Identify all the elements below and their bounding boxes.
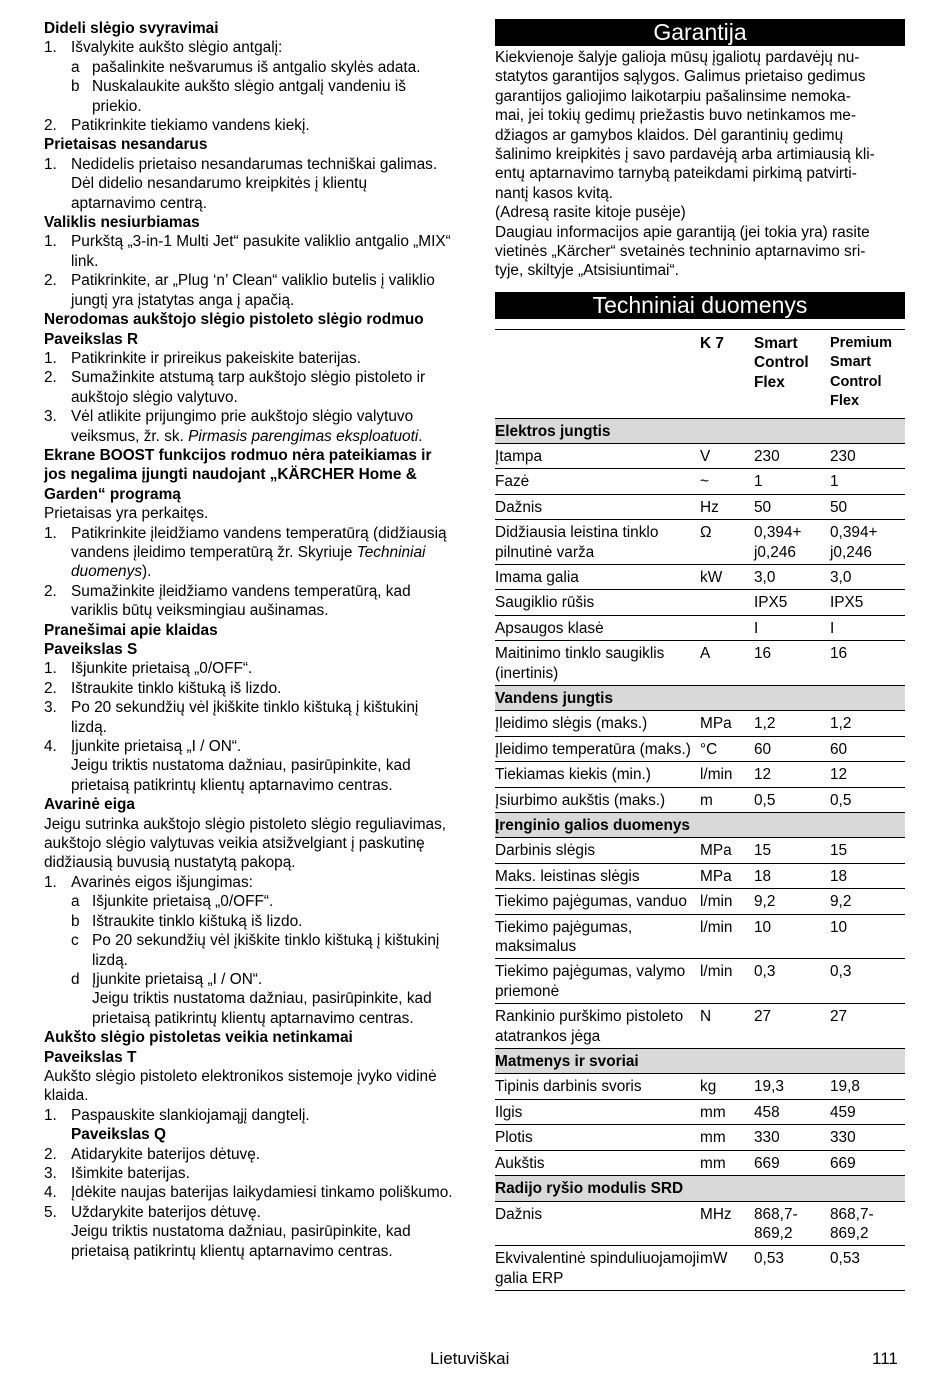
warranty-line: mai, jei tokių gedimų priežastis buvo netinkamos me-	[495, 107, 856, 125]
item-text: Atidarykite baterijos dėtuvę.	[71, 1145, 261, 1163]
unit-cell: N	[700, 1004, 754, 1049]
unit-cell: kW	[700, 564, 754, 589]
k7-value-cell: 1	[754, 469, 830, 494]
item-text: Įdėkite naujas baterijas laikydamiesi tinkamo poliškumo.	[71, 1184, 453, 1202]
premium-value-cell: IPX5	[830, 590, 905, 615]
footer-language: Lietuviškai	[430, 1349, 510, 1368]
premium-value-cell: 60	[830, 736, 905, 761]
parameter-cell: Ekvivalentinė spinduliuojamoji galia ERP	[495, 1246, 700, 1291]
item-text: Paspauskite slankiojamąjį dangtelį.	[71, 1106, 310, 1124]
unit-cell: Hz	[700, 494, 754, 519]
paragraph: Aukšto slėgio pistoleto elektronikos sistemoje įvyko vidinė klaida.	[44, 1067, 437, 1105]
parameter-cell: Tiekiamas kiekis (min.)	[495, 762, 700, 787]
table-row	[495, 787, 905, 812]
item-number: 3.	[44, 1164, 57, 1182]
item-number: 1.	[44, 1106, 57, 1124]
parameter-cell: Dažnis	[495, 1201, 700, 1246]
k7-value-cell: 330	[754, 1125, 830, 1150]
sub-list-item	[71, 970, 454, 989]
parameter-cell: Įleidimo slėgis (maks.)	[495, 711, 700, 736]
item-number: 4.	[44, 738, 57, 756]
list-item	[44, 1106, 454, 1125]
premium-value-cell: 3,0	[830, 564, 905, 589]
list-item	[44, 698, 454, 737]
item-number: 2.	[44, 582, 57, 600]
list-item	[44, 349, 454, 368]
item-number: 1.	[44, 233, 57, 251]
section-heading: Paveikslas T	[44, 1048, 137, 1066]
section-label: Radijo ryšio modulis SRD	[495, 1176, 905, 1201]
table-header-row	[495, 329, 905, 418]
sub-list-item	[71, 77, 454, 116]
unit-cell: mm	[700, 1125, 754, 1150]
parameter-cell: Tiekimo pajėgumas, vanduo	[495, 889, 700, 914]
table-row	[495, 1201, 905, 1246]
unit-cell: l/min	[700, 762, 754, 787]
table-row	[495, 1004, 905, 1049]
item-text: Nedidelis prietaiso nesandarumas techniškai galimas. Dėl didelio nesandarumo kreipkitės į klientų aptarnavimo centrą.	[71, 155, 438, 212]
premium-value-cell: 18	[830, 863, 905, 888]
premium-value-cell: 16	[830, 641, 905, 686]
table-row	[495, 469, 905, 494]
item-text: Sumažinkite atstumą tarp aukštojo slėgio pistoleto ir aukštojo slėgio valytuvo.	[71, 369, 426, 406]
warranty-line: šalinimo kreipkitės į savo pardavėją arba artimiausią kli-	[495, 146, 875, 164]
unit-cell: mm	[700, 1099, 754, 1124]
item-text: Nuskalaukite aukšto slėgio antgalį vandeniu iš priekio.	[92, 78, 406, 115]
k7-value-cell: 0,394+ j0,246	[754, 520, 830, 565]
cross-reference: Techniniai duomenys	[71, 543, 426, 581]
item-text: Išvalykite aukšto slėgio antgalį:	[71, 39, 283, 57]
item-number: 1.	[44, 524, 57, 542]
k7-value-cell: 16	[754, 641, 830, 686]
parameter-cell: Įtampa	[495, 443, 700, 468]
section-label: Vandens jungtis	[495, 685, 905, 710]
tech-data-heading: Techniniai duomenys	[495, 292, 905, 319]
section-label: Matmenys ir svoriai	[495, 1049, 905, 1074]
item-number: 2.	[44, 369, 57, 387]
k7-value-cell: 458	[754, 1099, 830, 1124]
unit-cell: l/min	[700, 889, 754, 914]
section-heading: Nerodomas aukštojo slėgio pistoleto slėgio rodmuo	[44, 311, 424, 329]
premium-value-cell: 9,2	[830, 889, 905, 914]
k7-value-cell: 15	[754, 838, 830, 863]
table-row	[495, 863, 905, 888]
warranty-line: Daugiau informacijos apie garantiją (jei tokia yra) rasite	[495, 223, 870, 241]
unit-cell: °C	[700, 736, 754, 761]
premium-value-cell: 12	[830, 762, 905, 787]
premium-value-cell: 50	[830, 494, 905, 519]
column-header: K 7	[700, 329, 754, 418]
table-section-row	[495, 813, 905, 838]
item-number: a	[71, 893, 80, 911]
premium-value-cell: 27	[830, 1004, 905, 1049]
page-number: 111	[872, 1349, 898, 1368]
section-label: Įrenginio galios duomenys	[495, 813, 905, 838]
k7-value-cell: 230	[754, 443, 830, 468]
item-number: c	[71, 932, 79, 950]
item-number: d	[71, 970, 80, 988]
table-row	[495, 615, 905, 640]
unit-cell: MPa	[700, 711, 754, 736]
list-item	[44, 155, 454, 213]
unit-cell	[700, 615, 754, 640]
column-header: Smart Control Flex	[754, 329, 830, 418]
unit-cell: V	[700, 443, 754, 468]
k7-value-cell: 60	[754, 736, 830, 761]
k7-value-cell: 0,5	[754, 787, 830, 812]
warranty-line: Kiekvienoje šalyje galioja mūsų įgaliotų pardavėjų nu-	[495, 49, 860, 66]
k7-value-cell: 3,0	[754, 564, 830, 589]
paragraph: Prietaisas yra perkaitęs.	[44, 505, 209, 523]
premium-value-cell: 19,8	[830, 1074, 905, 1099]
parameter-cell: Įsiurbimo aukštis (maks.)	[495, 787, 700, 812]
list-item	[44, 1183, 454, 1202]
premium-value-cell: 0,394+ j0,246	[830, 520, 905, 565]
section-heading: Pranešimai apie klaidas	[44, 621, 218, 639]
column-header	[495, 329, 700, 418]
item-number: b	[71, 78, 80, 96]
warranty-line: tyje, skiltyje „Atsisiuntimai“.	[495, 262, 679, 280]
k7-value-cell: IPX5	[754, 590, 830, 615]
left-column	[44, 19, 454, 1261]
table-row	[495, 494, 905, 519]
item-text: Patikrinkite tiekiamo vandens kiekį.	[71, 117, 310, 135]
table-section-row	[495, 418, 905, 443]
item-text: Įjunkite prietaisą „I / ON“.	[71, 738, 242, 756]
parameter-cell: Įleidimo temperatūra (maks.)	[495, 736, 700, 761]
warranty-line: džiagos ar gamybos klaidos. Dėl garantinių gedimų	[495, 126, 844, 144]
k7-value-cell: 50	[754, 494, 830, 519]
table-row	[495, 1074, 905, 1099]
table-row	[495, 590, 905, 615]
table-section-row	[495, 1049, 905, 1074]
parameter-cell: Saugiklio rūšis	[495, 590, 700, 615]
parameter-cell: Apsaugos klasė	[495, 615, 700, 640]
item-number: a	[71, 58, 80, 76]
unit-cell	[700, 590, 754, 615]
premium-value-cell: 10	[830, 914, 905, 959]
k7-value-cell: 19,3	[754, 1074, 830, 1099]
premium-value-cell: 0,53	[830, 1246, 905, 1291]
premium-value-cell: 459	[830, 1099, 905, 1124]
item-text: Po 20 sekundžių vėl įkiškite tinklo kištuką į kištukinį lizdą.	[71, 699, 419, 736]
table-section-row	[495, 1176, 905, 1201]
warranty-text	[495, 48, 905, 281]
item-number: 2.	[44, 1145, 57, 1163]
item-text: Ištraukite tinklo kištuką iš lizdo.	[71, 679, 282, 697]
item-text: Avarinės eigos išjungimas:	[71, 873, 253, 891]
item-number: 4.	[44, 1184, 57, 1202]
list-item	[44, 271, 454, 310]
item-text: Ištraukite tinklo kištuką iš lizdo.	[92, 912, 303, 930]
list-item	[44, 582, 454, 621]
item-text: Išjunkite prietaisą „0/OFF“.	[92, 893, 274, 911]
indented-note: Jeigu triktis nustatoma dažniau, pasirūpinkite, kad prietaisą patikrintų klientų aptarnavimo centras.	[71, 757, 411, 794]
list-item	[44, 737, 454, 756]
item-text: Išimkite baterijas.	[71, 1164, 190, 1182]
item-text-part: Patikrinkite įleidžiamo vandens temperatūrą (didžiausią vandens įleidimo temperatūrą žr. Skyriuje	[71, 524, 447, 561]
item-text: Po 20 sekundžių vėl įkiškite tinklo kištuką į kištukinį lizdą.	[92, 932, 440, 969]
item-text: Patikrinkite, ar „Plug ‘n’ Clean“ valiklio butelis į valiklio jungtį yra įstatytas anga į apačią.	[71, 272, 435, 309]
table-row	[495, 889, 905, 914]
list-item	[44, 1164, 454, 1183]
table-row	[495, 736, 905, 761]
k7-value-cell: 1,2	[754, 711, 830, 736]
table-row	[495, 443, 905, 468]
table-row	[495, 1099, 905, 1124]
parameter-cell: Dažnis	[495, 494, 700, 519]
list-item	[44, 368, 454, 407]
warranty-heading: Garantija	[495, 19, 905, 46]
warranty-line: nantį kasos kvitą.	[495, 184, 614, 202]
list-item	[44, 407, 454, 446]
unit-cell: A	[700, 641, 754, 686]
item-number: 1.	[44, 349, 57, 367]
table-row	[495, 959, 905, 1004]
paragraph: Jeigu sutrinka aukštojo slėgio pistoleto slėgio reguliavimas, aukštojo slėgio valytuvas veikia atsižvelgiant į paskutinę didžiausią buvusią nustatytą pakopą.	[44, 815, 447, 872]
item-number: 2.	[44, 679, 57, 697]
parameter-cell: Didžiausia leistina tinklo pilnutinė varža	[495, 520, 700, 565]
item-number: 1.	[44, 660, 57, 678]
section-heading: Aukšto slėgio pistoletas veikia netinkamai	[44, 1029, 353, 1047]
warranty-line: statytos garantijos sąlygos. Galimus prietaiso gedimus	[495, 68, 866, 86]
parameter-cell: Tiekimo pajėgumas, valymo priemonė	[495, 959, 700, 1004]
item-text-part: Vėl atlikite prijungimo prie aukštojo slėgio valytuvo veiksmus, žr. sk.	[71, 408, 414, 445]
section-heading: Valiklis nesiurbiamas	[44, 214, 200, 232]
k7-value-cell: 868,7-869,2	[754, 1201, 830, 1246]
sub-list-item	[71, 892, 454, 911]
premium-value-cell: 15	[830, 838, 905, 863]
list-item	[44, 1145, 454, 1164]
item-number: 2.	[44, 272, 57, 290]
k7-value-cell: I	[754, 615, 830, 640]
list-item	[44, 1203, 454, 1222]
item-text: Uždarykite baterijos dėtuvę.	[71, 1203, 261, 1221]
unit-cell: l/min	[700, 959, 754, 1004]
item-text: Išjunkite prietaisą „0/OFF“.	[71, 660, 253, 678]
item-number: 3.	[44, 408, 57, 426]
table-row	[495, 1125, 905, 1150]
unit-cell: mm	[700, 1150, 754, 1175]
k7-value-cell: 669	[754, 1150, 830, 1175]
list-item	[44, 659, 454, 678]
list-item	[44, 116, 454, 135]
parameter-cell: Tiekimo pajėgumas, maksimalus	[495, 914, 700, 959]
unit-cell: m	[700, 787, 754, 812]
premium-value-cell: 669	[830, 1150, 905, 1175]
k7-value-cell: 10	[754, 914, 830, 959]
premium-value-cell: 330	[830, 1125, 905, 1150]
list-item	[44, 232, 454, 271]
k7-value-cell: 18	[754, 863, 830, 888]
figure-reference: Paveikslas Q	[71, 1126, 166, 1144]
table-row	[495, 914, 905, 959]
list-item	[44, 679, 454, 698]
warranty-line: garantijos galiojimo laikotarpiu pašalinsime nemoka-	[495, 87, 851, 105]
parameter-cell: Maitinimo tinklo saugiklis (inertinis)	[495, 641, 700, 686]
unit-cell: ~	[700, 469, 754, 494]
unit-cell: Ω	[700, 520, 754, 565]
table-row	[495, 838, 905, 863]
section-heading: Dideli slėgio svyravimai	[44, 20, 219, 37]
table-row	[495, 1246, 905, 1291]
parameter-cell: Tipinis darbinis svoris	[495, 1074, 700, 1099]
sub-list-item	[71, 931, 454, 970]
table-row	[495, 641, 905, 686]
premium-value-cell: I	[830, 615, 905, 640]
item-number: 5.	[44, 1203, 57, 1221]
k7-value-cell: 0,3	[754, 959, 830, 1004]
item-text: Patikrinkite ir prireikus pakeiskite baterijas.	[71, 349, 361, 367]
parameter-cell: Fazė	[495, 469, 700, 494]
item-number: 1.	[44, 39, 57, 57]
indented-note: Jeigu triktis nustatoma dažniau, pasirūpinkite, kad prietaisą patikrintų klientų aptarnavimo centras.	[92, 990, 432, 1027]
section-heading: Avarinė eiga	[44, 796, 135, 814]
parameter-cell: Imama galia	[495, 564, 700, 589]
unit-cell: MHz	[700, 1201, 754, 1246]
table-section-row	[495, 685, 905, 710]
warranty-line: (Adresą rasite kitoje pusėje)	[495, 204, 686, 222]
tech-data-table	[495, 329, 905, 1291]
item-number: b	[71, 912, 80, 930]
parameter-cell: Ilgis	[495, 1099, 700, 1124]
premium-value-cell: 0,5	[830, 787, 905, 812]
table-row	[495, 520, 905, 565]
table-row	[495, 564, 905, 589]
unit-cell: kg	[700, 1074, 754, 1099]
item-text	[71, 524, 454, 582]
unit-cell: MPa	[700, 838, 754, 863]
cross-reference: Pirmasis parengimas eksploatuoti	[188, 427, 419, 445]
list-item	[44, 38, 454, 57]
k7-value-cell: 9,2	[754, 889, 830, 914]
warranty-line: vietinės „Kärcher“ svetainės techninio aptarnavimo sri-	[495, 243, 866, 261]
section-heading: Prietaisas nesandarus	[44, 136, 208, 154]
table-row	[495, 711, 905, 736]
premium-value-cell: 0,3	[830, 959, 905, 1004]
table-row	[495, 762, 905, 787]
k7-value-cell: 27	[754, 1004, 830, 1049]
section-heading: Paveikslas R	[44, 330, 139, 348]
list-item	[44, 873, 454, 892]
item-text: Purkštą „3-in-1 Multi Jet“ pasukite valiklio antgalio „MIX“ link.	[71, 233, 451, 270]
parameter-cell: Maks. leistinas slėgis	[495, 863, 700, 888]
item-text-end: .	[418, 427, 423, 445]
item-number: 1.	[44, 873, 57, 891]
parameter-cell: Plotis	[495, 1125, 700, 1150]
item-number: 2.	[44, 117, 57, 135]
item-number: 1.	[44, 155, 57, 173]
premium-value-cell: 868,7-869,2	[830, 1201, 905, 1246]
section-heading: Paveikslas S	[44, 641, 138, 658]
item-number: 3.	[44, 699, 57, 717]
parameter-cell: Rankinio purškimo pistoleto atatrankos jėga	[495, 1004, 700, 1049]
premium-value-cell: 1	[830, 469, 905, 494]
warranty-line: entų aptarnavimo tarnybą pateikdami pirkimą patvirti-	[495, 165, 857, 183]
table-row	[495, 1150, 905, 1175]
item-text: Įjunkite prietaisą „I / ON“.	[92, 970, 263, 988]
column-header: Premium Smart Control Flex	[830, 329, 905, 418]
unit-cell: MPa	[700, 863, 754, 888]
k7-value-cell: 12	[754, 762, 830, 787]
sub-list-item	[71, 58, 454, 77]
indented-note: Jeigu triktis nustatoma dažniau, pasirūpinkite, kad prietaisą patikrintų klientų aptarnavimo centras.	[71, 1223, 411, 1260]
item-text	[71, 407, 454, 446]
k7-value-cell: 0,53	[754, 1246, 830, 1291]
right-column	[495, 19, 905, 1291]
section-label: Elektros jungtis	[495, 418, 905, 443]
item-text-end: ).	[142, 563, 152, 581]
sub-list-item	[71, 912, 454, 931]
unit-cell: l/min	[700, 914, 754, 959]
premium-value-cell: 1,2	[830, 711, 905, 736]
list-item	[44, 524, 454, 582]
item-text: pašalinkite nešvarumus iš antgalio skylės adata.	[92, 58, 421, 76]
parameter-cell: Aukštis	[495, 1150, 700, 1175]
section-heading: Ekrane BOOST funkcijos rodmuo nėra pateikiamas ir jos negalima įjungti naudojant „KÄRCHER Home & Garden“ programą	[44, 446, 432, 503]
item-text: Sumažinkite įleidžiamo vandens temperatūrą, kad variklis būtų veiksmingiau aušinamas.	[71, 582, 411, 620]
unit-cell: mW	[700, 1246, 754, 1291]
premium-value-cell: 230	[830, 443, 905, 468]
parameter-cell: Darbinis slėgis	[495, 838, 700, 863]
